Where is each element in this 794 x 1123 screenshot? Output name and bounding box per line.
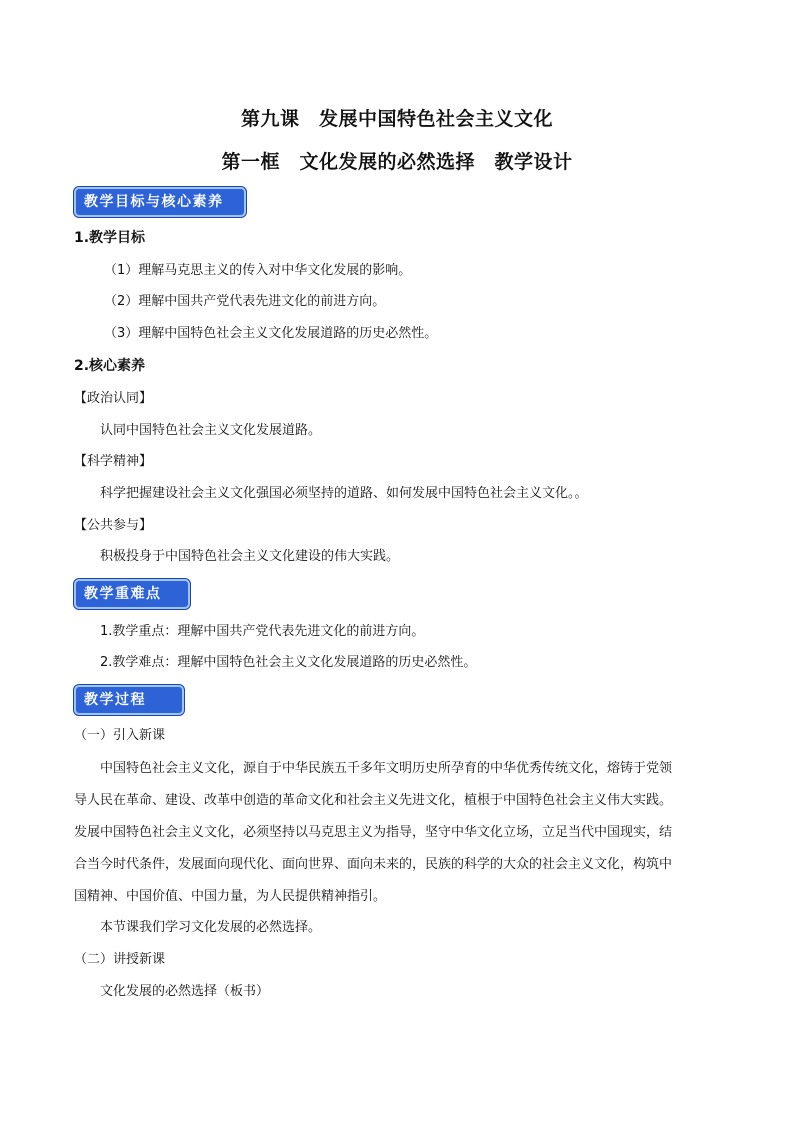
difficult-point-item: 2.教学难点：理解中国特色社会主义文化发展道路的历史必然性。 bbox=[100, 655, 477, 670]
literacy-tag-science: 【科学精神】 bbox=[74, 454, 153, 469]
literacy-heading: 2.核心素养 bbox=[74, 358, 146, 374]
literacy-text-political: 认同中国特色社会主义文化发展道路。 bbox=[100, 423, 322, 438]
section-badge-process: 教学过程 bbox=[74, 685, 184, 715]
literacy-tag-participation: 【公共参与】 bbox=[74, 518, 153, 533]
paragraph-line: 国精神、中国价值、中国力量，为人民提供精神指引。 bbox=[74, 889, 387, 904]
goal-item: （3）理解中国特色社会主义文化发展道路的历史必然性。 bbox=[104, 326, 438, 341]
paragraph-line: 发展中国特色社会主义文化，必须坚持以马克思主义为指导，坚守中华文化立场，立足当代中国现实，结 bbox=[74, 825, 673, 840]
goal-item: （2）理解中国共产党代表先进文化的前进方向。 bbox=[104, 294, 386, 309]
part1-heading: （一）引入新课 bbox=[74, 728, 166, 743]
goals-heading: 1.教学目标 bbox=[74, 230, 146, 246]
literacy-text-science: 科学把握建设社会主义文化强国必须坚持的道路、如何发展中国特色社会主义文化。。 bbox=[100, 486, 588, 501]
section-badge-key-points: 教学重难点 bbox=[74, 579, 190, 609]
paragraph-line: 合当今时代条件，发展面向现代化、面向世界、面向未来的，民族的科学的大众的社会主义文化，构筑中 bbox=[74, 857, 673, 872]
paragraph-line: 中国特色社会主义文化，源自于中华民族五千多年文明历史所孕育的中华优秀传统文化，熔铸于党领 bbox=[100, 761, 673, 776]
intro-closing: 本节课我们学习文化发展的必然选择。 bbox=[100, 920, 322, 935]
part2-heading: （二）讲授新课 bbox=[74, 952, 166, 967]
section-badge-objectives: 教学目标与核心素养 bbox=[74, 187, 246, 217]
literacy-text-participation: 积极投身于中国特色社会主义文化建设的伟大实践。 bbox=[100, 549, 400, 564]
board-note: 文化发展的必然选择（板书） bbox=[100, 984, 270, 999]
key-point-item: 1.教学重点：理解中国共产党代表先进文化的前进方向。 bbox=[100, 624, 425, 639]
paragraph-line: 导人民在革命、建设、改革中创造的革命文化和社会主义先进文化，植根于中国特色社会主义伟大实践。 bbox=[74, 793, 673, 808]
lesson-subtitle: 第一框 文化发展的必然选择 教学设计 bbox=[221, 151, 573, 173]
literacy-tag-political: 【政治认同】 bbox=[74, 391, 153, 406]
goal-item: （1）理解马克思主义的传入对中华文化发展的影响。 bbox=[104, 263, 412, 278]
lesson-title: 第九课 发展中国特色社会主义文化 bbox=[240, 108, 553, 130]
